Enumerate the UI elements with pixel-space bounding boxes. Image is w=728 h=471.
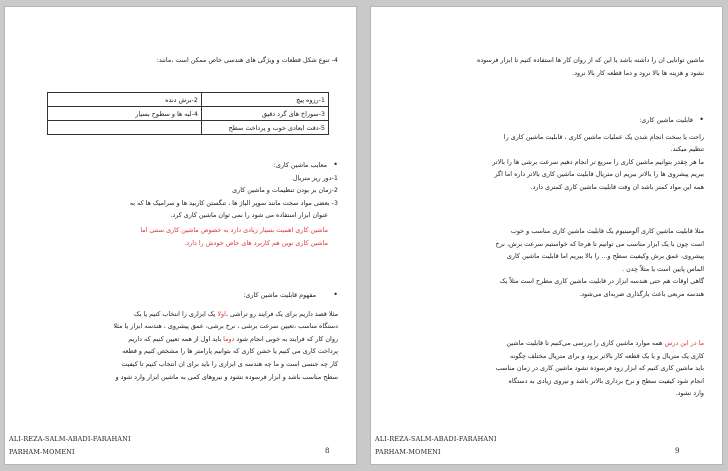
concept-title: • مفهوم قابلیت ماشین کاری: — [23, 289, 338, 302]
table-row — [48, 107, 329, 121]
capability-line: تنظیم میکند. — [670, 145, 704, 154]
page-8 — [4, 6, 357, 465]
disadvantage-item: عنوان ابزار استفاده می شود را نمی توان ماشین کاری کرد. — [170, 211, 328, 220]
concept-text: مثلا قصد داریم برای یک فرایند رو تراشی ، — [225, 309, 338, 318]
lesson-text: همه موارد ماشین کاری را بررسی می‌کنیم تا قابلیت ماشین — [506, 339, 665, 347]
example-line: مثلا قابلیت ماشین کاری آلومینیوم یک قابلیت ماشین کاری مناسب و خوب — [510, 227, 704, 235]
example-section — [389, 225, 704, 301]
concept-line: کار چه جنسی است و ما چه هندسه ی ابزاری را باید برای ان انتخاب کنیم تا کیفیت — [121, 359, 338, 368]
concept-section — [23, 289, 338, 383]
concept-line — [23, 308, 338, 321]
capability-section — [389, 114, 704, 194]
lesson-line: کاری یک متریال و یا یک قطعه کار بالاتر برود و برای متریال مختلف چگونه — [510, 351, 704, 360]
table-cell: 3-سوراخ های گرد دقیق — [202, 107, 329, 121]
lesson-line: انجام شود کیفیت سطح و نرخ برداری بالاتر باشد و نیروی زیادی به دستگاه — [508, 376, 704, 385]
table-row — [48, 121, 329, 135]
red-phrase: ما در این درس — [664, 339, 704, 347]
example-line: پیشروی، عمق برش وکیفیت سطح و... را بالا ببریم اما قابلیت ماشین کاری — [506, 252, 704, 261]
capability-line: راحت یا سخت انجام شدن یک عملیات ماشین کاری ، قابلیت ماشین کاری را — [503, 132, 704, 141]
features-table — [47, 92, 329, 135]
footer-author-1: ALI-REZA-SALM-ABADI-FARAHANI — [9, 435, 131, 443]
table-cell — [48, 121, 202, 135]
page-9 — [370, 6, 723, 465]
lesson-line: باید ماشین کاری کنیم که ابزار زود فرسوده نشود ماشین کاری در زمان مناسب — [495, 364, 704, 373]
table-cell: 1-رزوه پیچ — [202, 93, 329, 107]
footer-author-1: ALI-REZA-SALM-ABADI-FARAHANI — [375, 435, 497, 443]
page-number: 9 — [675, 447, 680, 455]
lesson-section — [389, 337, 704, 400]
intro-line: نشود و هزینه ها بالا نرود و دما قطعه کار بالا نرود. — [572, 68, 704, 77]
footer-author-2: PARHAM-MOMENI — [375, 448, 441, 456]
disadvantages-title: • معایب ماشین کاری: — [23, 159, 338, 172]
capability-line: ببریم پیشروی ها را بالاتر ببریم ان متریال قابلیت ماشین کاری بالاتر داره اما اگر — [494, 170, 704, 179]
intro-line: ماشین توانایی ان را داشته باشد یا این که از روان کار ها استفاده کنیم تا ابزار فرسوده — [476, 56, 704, 64]
example-line: هندسه مربعی باعث بارگذاری ضربه‌ای می‌شود. — [579, 289, 704, 298]
red-note-line: ماشین کاری اهمیت بسیار زیادی دارد به خصوص ماشین کاری سنتی اما — [140, 225, 328, 234]
red-note-line: ماشین کاری نوین هم کاربرد های خاص خودش را دارد. — [184, 238, 328, 247]
concept-line: سطح مناسب باشد و ابزار فرسوده نشود و نیروهای کمی به ماشین ابزار وارد شود و — [115, 372, 338, 381]
disadvantages-section — [23, 159, 338, 249]
capability-line: همه این مواد کمتر باشد ان وقت قابلیت ماشین کاری کمتری دارد. — [530, 182, 704, 191]
concept-line: پرداخت کاری می کنیم یا خشن کاری که بتوانیم پارامتر ها را مشخص کنیم و قطعه — [122, 347, 338, 356]
disadvantage-item: 2-زمان بر بودن تنظیمات و ماشین کاری — [232, 186, 338, 195]
concept-text: روان کار که فرایند به خوبی انجام شود — [234, 334, 338, 343]
red-word: اولا — [217, 309, 226, 318]
footer-author-2: PARHAM-MOMENI — [9, 448, 75, 456]
capability-line: ما هر چقدر بتوانیم ماشین کاری را سریع تر انجام دهیم سرعت برشی ها را بالاتر — [492, 157, 704, 166]
example-line: گاهی اوقات هم حتی هندسه ابزار در قابلیت ماشین کاری مطرح است مثلاً یک — [499, 277, 704, 286]
red-word: دوما — [223, 334, 235, 343]
capability-title: • قابلیت ماشین کاری: — [389, 114, 704, 127]
concept-line: دستگاه مناسب ،تعیین سرعت برشی ، نرخ برشی، عمق پیشروی ، هندسه ابزار یا مثلا — [113, 322, 338, 331]
lesson-line: وارد نشود. — [675, 389, 704, 398]
table-row — [48, 93, 329, 107]
concept-text: باید اول از همه تعیین کنیم که داریم — [128, 334, 224, 343]
concept-text: یک ابزاری را انتخاب کنیم یا یک — [133, 309, 218, 318]
table-cell: 2-برش دنده — [48, 93, 202, 107]
intro-section — [389, 54, 704, 79]
example-line: الماس پایین است یا مثلاً چدن . — [622, 264, 704, 273]
lesson-line — [389, 337, 704, 350]
shape-variety-heading: 4- تنوع شکل قطعات و ویژگی های هندسی خاص ممکن است ،مانند: — [156, 56, 338, 64]
page-number: 8 — [325, 447, 330, 455]
concept-line — [23, 333, 338, 346]
disadvantage-item: 1-دور ریز متریال — [292, 173, 338, 182]
table-cell: 4-لبه ها و سطوح بسیار — [48, 107, 202, 121]
table-cell: 5-دقت ابعادی خوب و پرداخت سطح — [202, 121, 329, 135]
example-line: است چون با یک ابزار مناسب می توانیم تا هرجا که خواستیم سرعت برش، نرخ — [495, 239, 704, 248]
disadvantage-item: 3- بعضی مواد سخت مانند سوپر الیاژ ها ، تنگستن کاربید ها و سرامیک ها که به — [129, 198, 338, 207]
